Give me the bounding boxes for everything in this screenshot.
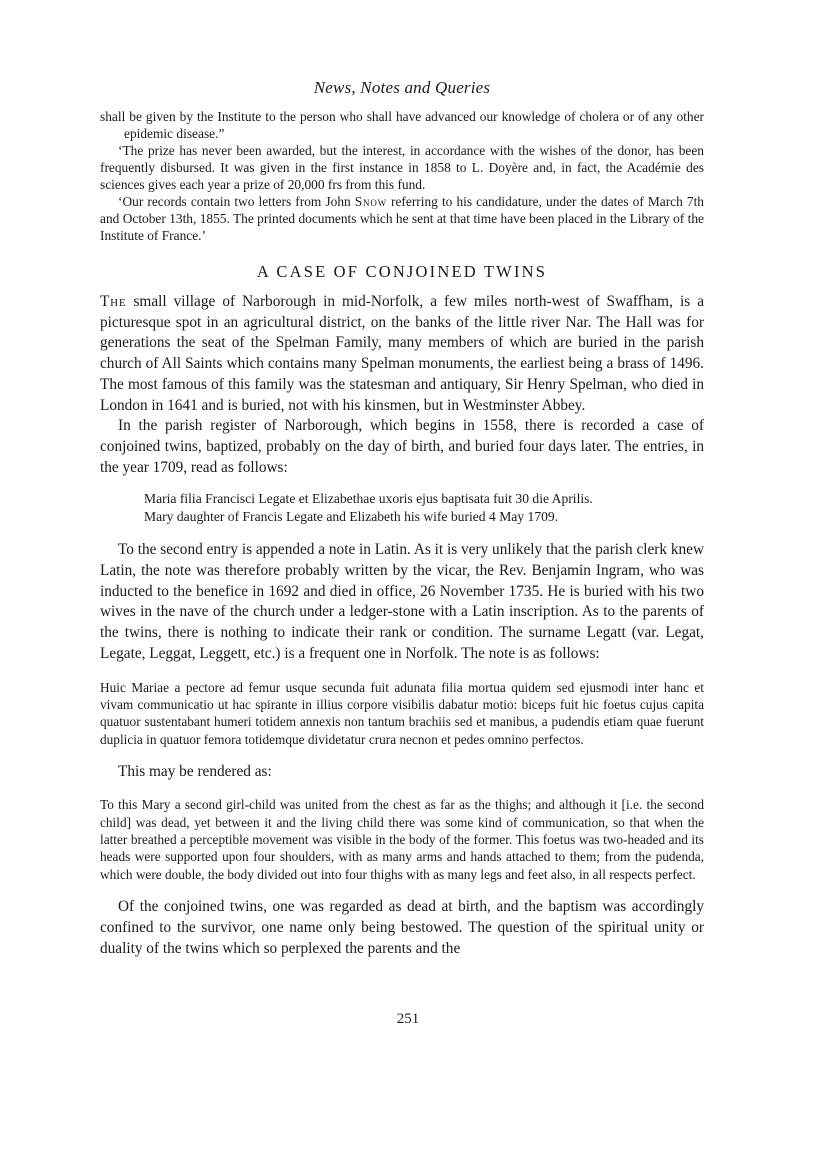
quote-paragraph-prize: ‘The prize has never been awarded, but the interest, in accordance with the wishes of the donor, has been frequently disbursed. It was given in the first instance in 1858 to L. Doyère and, in fact, the Académie des sciences gives each year a prize of 20,000 frs from this fund. bbox=[100, 143, 704, 192]
translation bbox=[100, 796, 704, 883]
quote-records-before: ‘Our records contain two letters from John bbox=[118, 194, 355, 209]
rendered-intro: This may be rendered as: bbox=[118, 763, 272, 781]
quote-records-snow: Snow bbox=[354, 194, 387, 209]
paragraph-narborough bbox=[100, 292, 704, 416]
paragraph-latin-note-intro: To the second entry is appended a note in Latin. As it is very unlikely that the parish clerk knew Latin, the note was therefore probably written by the vicar, the Rev. Benjamin Ingram, who was inducted to the benefice in 1692 and died in office, 26 November 1735. He is buried with his two wives in the nave of the church under a ledger-stone with a Latin inscription. As to the parents of the twins, there is nothing to indicate their rank or condition. The surname Legatt (var. Legat, Legate, Leggat, Leggett, etc.) is a frequent one in Norfolk. The note is as follows: bbox=[100, 541, 705, 662]
quote-continuation: shall be given by the Institute to the person who shall have advanced our knowledge of cholera or of any other epidemic disease.” bbox=[100, 109, 704, 141]
translation-text: To this Mary a second girl-child was united from the chest as far as the thighs; and although it [i.e. the second child] was dead, yet between it and the living child there was some kind of communication, so that when the latter breathed a perceptible movement was visible in the body of the former. This foetus was two-headed and its heads were supported upon four shoulders, with as many arms and hands attached to them; from the pudenda, which were double, the body divided out into four thighs with as many legs and feet also, in all respects perfect. bbox=[100, 797, 704, 882]
running-head: News, Notes and Queries bbox=[313, 78, 491, 97]
paragraph-conjoined-twins: Of the conjoined twins, one was regarded as dead at birth, and the baptism was accordingly confined to the survivor, one name only being bestowed. The question of the spiritual unity or duality of the twins which so perplexed the parents and the bbox=[100, 898, 704, 957]
quote-paragraph-records bbox=[100, 193, 704, 244]
article-body bbox=[100, 292, 704, 959]
latin-note bbox=[100, 679, 704, 749]
register-entry-burial: Mary daughter of Francis Legate and Elizabeth his wife buried 4 May 1709. bbox=[144, 509, 559, 525]
quoted-letter bbox=[100, 108, 704, 244]
paragraph-lead-word: The bbox=[100, 293, 127, 310]
register-entry-baptism: Maria filia Francisci Legate et Elizabethae uxoris ejus baptisata fuit 30 die Aprilis. bbox=[144, 491, 593, 507]
quote-records-after: referring to his candidature, under the dates of March 7th and October 13th, 1855. The printed documents which he sent at that time have been placed in the Library of the Institute of France.’ bbox=[100, 194, 704, 243]
register-entries bbox=[144, 490, 704, 526]
paragraph-narborough-text: small village of Narborough in mid-Norfolk, a few miles north-west of Swaffham, is a picturesque spot in an agricultural district, on the banks of the little river Nar. The Hall was for generations the seat of the Spelman Family, many members of which are buried in the parish church of All Saints which contains many Spelman monuments, the earliest being a brass of 1496. The most famous of this family was the statesman and antiquary, Sir Henry Spelman, who died in London in 1641 and is buried, not with his kinsmen, but in Westminster Abbey. bbox=[100, 293, 704, 414]
page-number: 251 bbox=[396, 1011, 420, 1027]
section-title: A CASE OF CONJOINED TWINS bbox=[256, 262, 548, 281]
paragraph-register: In the parish register of Narborough, which begins in 1558, there is recorded a case of conjoined twins, baptized, probably on the day of birth, and buried four days later. The entries, in the year 1709, read as follows: bbox=[100, 417, 704, 476]
latin-note-text: Huic Mariae a pectore ad femur usque secunda fuit adunata filia mortua quidem sed ejusmodi inter hanc et vivam communicatio ut hac spirante in illius corpore visibilis dabatur motio: biceps fuit hic foetus cujus capita quatuor sustentabant humeri totidem annexis non tantum brachiis sed et manibus, a pudendis etiam quae fuerunt duplicia in quatuor femora totidemque dividetatur crura necnon et pedes omnino perfectos. bbox=[100, 679, 704, 747]
document-page bbox=[100, 78, 704, 959]
